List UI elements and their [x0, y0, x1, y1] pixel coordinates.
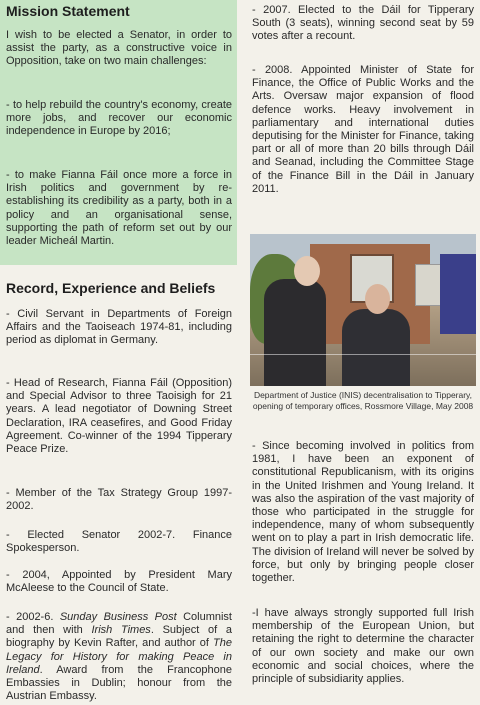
record-item-8: - 2008. Appointed Minister of State for Finance, the Office of Public Works and the Arts. Oversaw major expansion of flood defence works. Heavy involvement in parliamentary and international duties deputising for the Minister for Finance, taking part or all of more than 20 bills through Dáil and Seanad, including the Committee Stage of the Finance Bill in the Dáil in January 2011.: [252, 64, 474, 195]
mission-point-2: - to make Fianna Fáil once more a force in Irish politics and government by re-establishing its credibility as a party, both in a policy and an organisational sense, supporting the path of reform set out by our leader Micheál Martin.: [6, 169, 232, 248]
record-item-3: - Member of the Tax Strategy Group 1997-2002.: [6, 487, 232, 513]
mission-intro: I wish to be elected a Senator, in order to assist the party, as a constructive voice in Opposition, take on two main challenges:: [6, 29, 232, 68]
record-item-5: - 2004, Appointed by President Mary McAleese to the Council of State.: [6, 569, 232, 595]
left-column: [0, 0, 237, 705]
photo-caption: Department of Justice (INIS) decentralisation to Tipperary, opening of temporary offices, Rossmore Village, May 2008: [252, 390, 474, 411]
record-item-6: - 2002-6. Sunday Business Post Columnist and then with Irish Times. Subject of a biography by Kevin Rafter, and author of The Legacy for History for making Peace in Ireland. Award from the Francophone Embassies in Dublin; honour from the Austrian Embassy.: [6, 611, 232, 703]
mission-title: Mission Statement: [6, 3, 130, 19]
record-item-7: - 2007. Elected to the Dáil for Tipperary South (3 seats), winning second seat by 59 votes after a recount.: [252, 4, 474, 43]
event-photo: [250, 234, 476, 386]
record-title: Record, Experience and Beliefs: [6, 280, 216, 296]
record-item-4: - Elected Senator 2002-7. Finance Spokesperson.: [6, 529, 232, 555]
record-item-9: - Since becoming involved in politics from 1981, I have been an exponent of constitutional Republicanism, with its origins in the United Irishmen and Young Ireland. It was also the aspiration of the vast majority of those who participated in the struggle for independence, many of whom subsequently went on to play a part in Irish democratic life. The division of Ireland will never be solved by force, but only by bringing people closer together.: [252, 440, 474, 585]
record-item-10: -I have always strongly supported full Irish membership of the European Union, but retaining the right to determine the character of our own society and make our own economic and social choices, where the principle of subsidiarity applies.: [252, 607, 474, 686]
record-item-2: - Head of Research, Fianna Fáil (Opposition) and Special Advisor to three Taoisigh for 21 years. A lead negotiator of Downing Street Declaration, IRA ceasefires, and Good Friday Agreement. Co-winner of the 1994 Tipperary Peace Prize.: [6, 377, 232, 456]
mission-statement-box: [0, 0, 237, 265]
record-item-1: - Civil Servant in Departments of Foreign Affairs and the Taoiseach 1974-81, including period as diplomat in Germany.: [6, 308, 232, 347]
mission-point-1: - to help rebuild the country's economy, create more jobs, and recover our economic independence in Europe by 2016;: [6, 99, 232, 138]
